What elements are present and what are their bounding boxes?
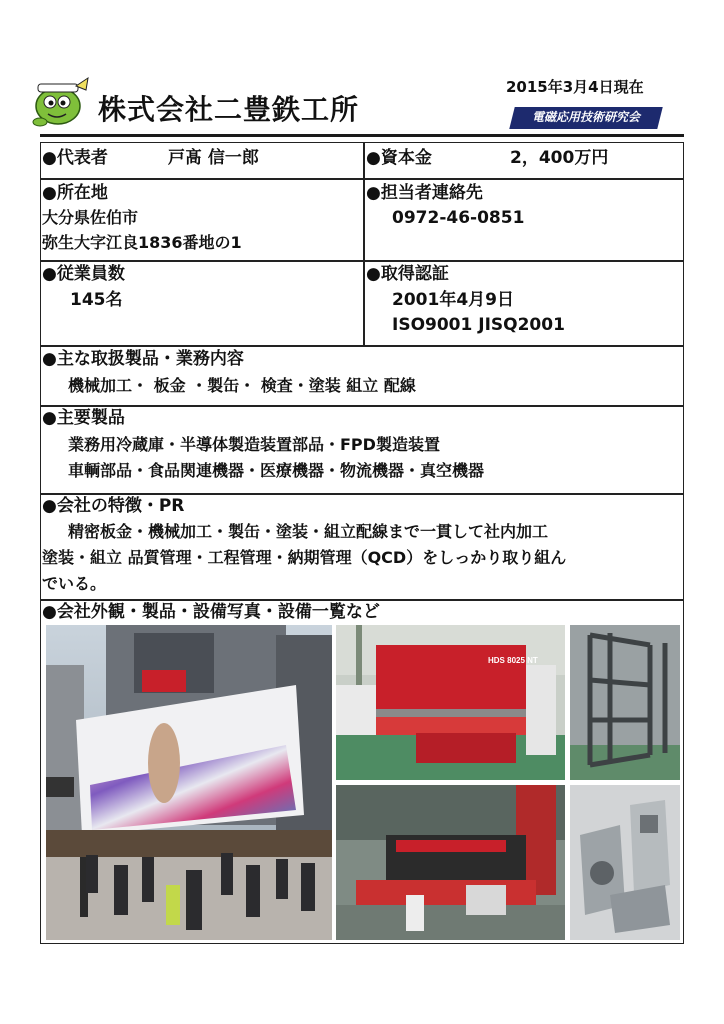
contact-phone: 0972-46-0851: [392, 208, 525, 228]
machined-parts-photo: [570, 785, 680, 940]
main-products-line1: 業務用冷蔵庫・半導体製造装置部品・FPD製造装置: [68, 435, 440, 454]
address-label: ●所在地: [42, 183, 108, 203]
header-rule: [40, 134, 684, 137]
association-name: 電磁応用技術研究会: [531, 110, 640, 124]
features-line3: でいる。: [42, 574, 107, 593]
certification-standards: ISO9001 JISQ2001: [392, 315, 565, 335]
press-brake-photo: [336, 625, 565, 780]
representative-label: ●代表者: [42, 148, 108, 168]
laser-machine-photo: [336, 785, 565, 940]
address-line1: 大分県佐伯市: [42, 208, 139, 227]
employees-value: 145名: [70, 290, 123, 310]
features-line2: 塗装・組立 品質管理・工程管理・納期管理（QCD）をしっかり取り組ん: [42, 548, 567, 567]
address-line2: 弥生大字江良1836番地の1: [42, 233, 242, 252]
capital-label: ●資本金: [366, 148, 432, 168]
as-of-date: 2015年3月4日現在: [506, 78, 644, 96]
mascot-logo: [28, 72, 92, 130]
company-name: 株式会社二豊鉄工所: [98, 93, 360, 126]
building-photo: [46, 625, 332, 940]
metal-frame-photo: [570, 625, 680, 780]
certification-label: ●取得認証: [366, 264, 449, 284]
machine-model-label: HDS 8025 NT: [488, 656, 538, 665]
main-products-line2: 車輌部品・食品関連機器・医療機器・物流機器・真空機器: [68, 461, 485, 480]
contact-label: ●担当者連絡先: [366, 183, 483, 203]
employees-label: ●従業員数: [42, 264, 125, 284]
main-products-label: ●主要製品: [42, 408, 125, 428]
representative-name: 戸髙 信一郎: [168, 148, 259, 168]
features-label: ●会社の特徴・PR: [42, 496, 185, 516]
features-line1: 精密板金・機械加工・製缶・塗装・組立配線まで一貫して社内加工: [68, 522, 549, 541]
photos-label: ●会社外観・製品・設備写真・設備一覧など: [42, 602, 380, 622]
main-business-label: ●主な取扱製品・業務内容: [42, 349, 244, 369]
certification-date: 2001年4月9日: [392, 290, 514, 310]
main-business-value: 機械加工・ 板金 ・製缶・ 検査・塗装 組立 配線: [68, 376, 416, 395]
capital-value: 2，400万円: [510, 148, 609, 168]
